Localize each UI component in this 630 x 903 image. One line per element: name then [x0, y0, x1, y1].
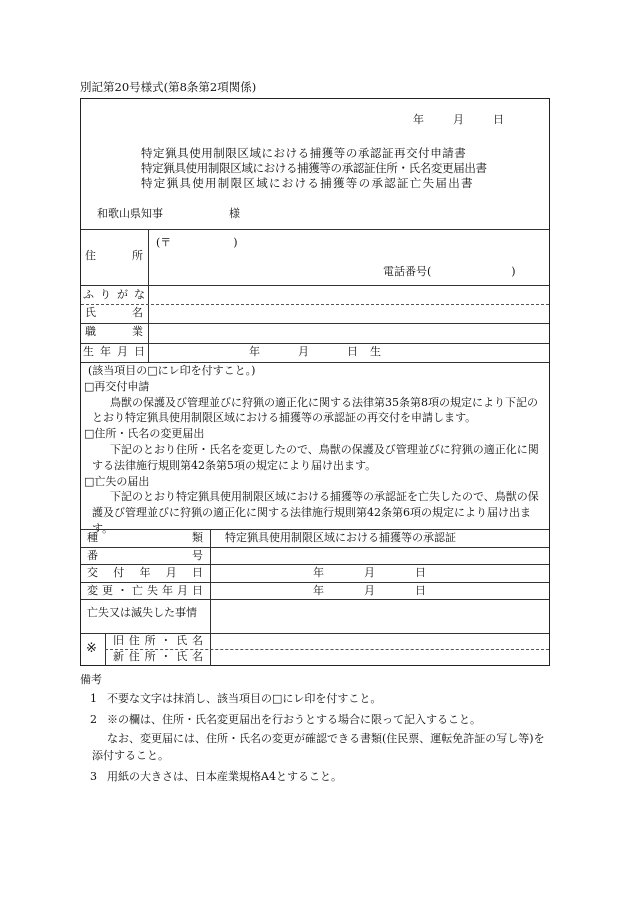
option-change-checkbox[interactable]: □	[84, 427, 95, 441]
number-field[interactable]	[211, 547, 549, 564]
type-label: 種 類	[87, 531, 203, 544]
title-reissue: 特定猟具使用制限区域における捕獲等の承認証再交付申請書	[141, 146, 467, 160]
application-form	[80, 98, 550, 666]
old-address-name-field[interactable]	[211, 633, 549, 649]
document-titles	[141, 146, 487, 191]
issue-date-field[interactable]: 年 月 日	[313, 566, 426, 579]
option-change-body: 下記のとおり住所・氏名を変更したので、鳥獣の保護及び管理並びに狩猟の適正化に関する法律施行規則第42条第5項の規定により届け出ます。	[92, 442, 539, 472]
options-block	[84, 363, 546, 537]
option-reissue-checkbox[interactable]: □	[84, 379, 95, 393]
option-change[interactable]: □住所・氏名の変更届出	[84, 427, 205, 441]
birth-date-label: 生 年 月 日	[83, 345, 145, 358]
furigana-label: ふ り が な	[83, 288, 145, 301]
loss-circumstances-label: 亡失又は滅失した事情	[87, 606, 197, 619]
loss-circumstances-field[interactable]	[211, 599, 549, 633]
title-loss: 特定猟具使用制限区域における捕獲等の承認証亡失届出書	[141, 176, 474, 190]
new-address-name-label: 新 住 所 ・ 氏 名	[113, 650, 203, 663]
note-item-2-detail: なお、変更届には、住所・氏名の変更が確認できる書類(住民票、運転免許証の写し等)を添付すること。	[92, 732, 545, 762]
phone-field[interactable]: 電話番号( )	[383, 265, 516, 278]
birth-date-field[interactable]: 年 月 日 生	[249, 345, 381, 358]
option-loss[interactable]: □亡失の届出	[84, 474, 150, 488]
old-address-name-label: 旧 住 所 ・ 氏 名	[113, 634, 203, 647]
furigana-field[interactable]	[149, 285, 549, 303]
change-date-field[interactable]: 年 月 日	[313, 584, 426, 597]
date-month-unit: 月	[453, 113, 464, 126]
form-number: 別記第20号様式(第8条第2項関係)	[80, 80, 257, 94]
title-change: 特定猟具使用制限区域における捕獲等の承認証住所・氏名変更届出書	[141, 161, 487, 175]
submission-date[interactable]	[413, 113, 504, 127]
type-value: 特定猟具使用制限区域における捕獲等の承認証	[225, 531, 456, 544]
note-item-1: 1 不要な文字は抹消し、該当項目の□にレ印を付すこと。	[90, 692, 382, 705]
change-date-label: 変 更 ・ 亡 失 年 月 日	[87, 584, 203, 597]
name-label: 氏 名	[85, 306, 143, 319]
occupation-field[interactable]	[149, 323, 549, 343]
instruction-text: (該当項目の□にレ印を付すこと。)	[88, 364, 256, 377]
option-loss-checkbox[interactable]: □	[84, 474, 95, 488]
note-item-2: 2 ※の欄は、住所・氏名変更届出を行おうとする場合に限って記入すること。	[90, 713, 481, 726]
date-year-unit: 年	[413, 113, 424, 126]
postal-code-field[interactable]: (〒 )	[156, 236, 238, 249]
number-label: 番 号	[87, 549, 203, 562]
option-reissue-body: 鳥獣の保護及び管理並びに狩猟の適正化に関する法律第35条第8項の規定により下記のとおり特定猟具使用制限区域における捕獲等の承認証の再交付を申請します。	[92, 395, 538, 425]
date-day-unit: 日	[493, 113, 504, 126]
name-field[interactable]	[149, 304, 549, 322]
option-loss-body: 下記のとおり特定猟具使用制限区域における捕獲等の承認証を亡失したので、鳥獣の保護及び管理並びに狩猟の適正化に関する法律施行規則第42条第6項の規定により届け出ます。	[92, 490, 539, 535]
note-mark: ※	[86, 641, 97, 656]
honorific: 様	[229, 207, 240, 220]
option-reissue[interactable]: □再交付申請	[84, 379, 150, 393]
note-item-3: 3 用紙の大きさは、日本産業規格A4とすること。	[90, 770, 342, 783]
occupation-label: 職 業	[85, 325, 143, 338]
notes-title: 備考	[80, 673, 102, 686]
addressee: 和歌山県知事	[97, 207, 163, 220]
issue-date-label: 交 付 年 月 日	[87, 566, 203, 579]
new-address-name-field[interactable]	[211, 650, 549, 665]
address-label: 住 所	[85, 249, 143, 262]
